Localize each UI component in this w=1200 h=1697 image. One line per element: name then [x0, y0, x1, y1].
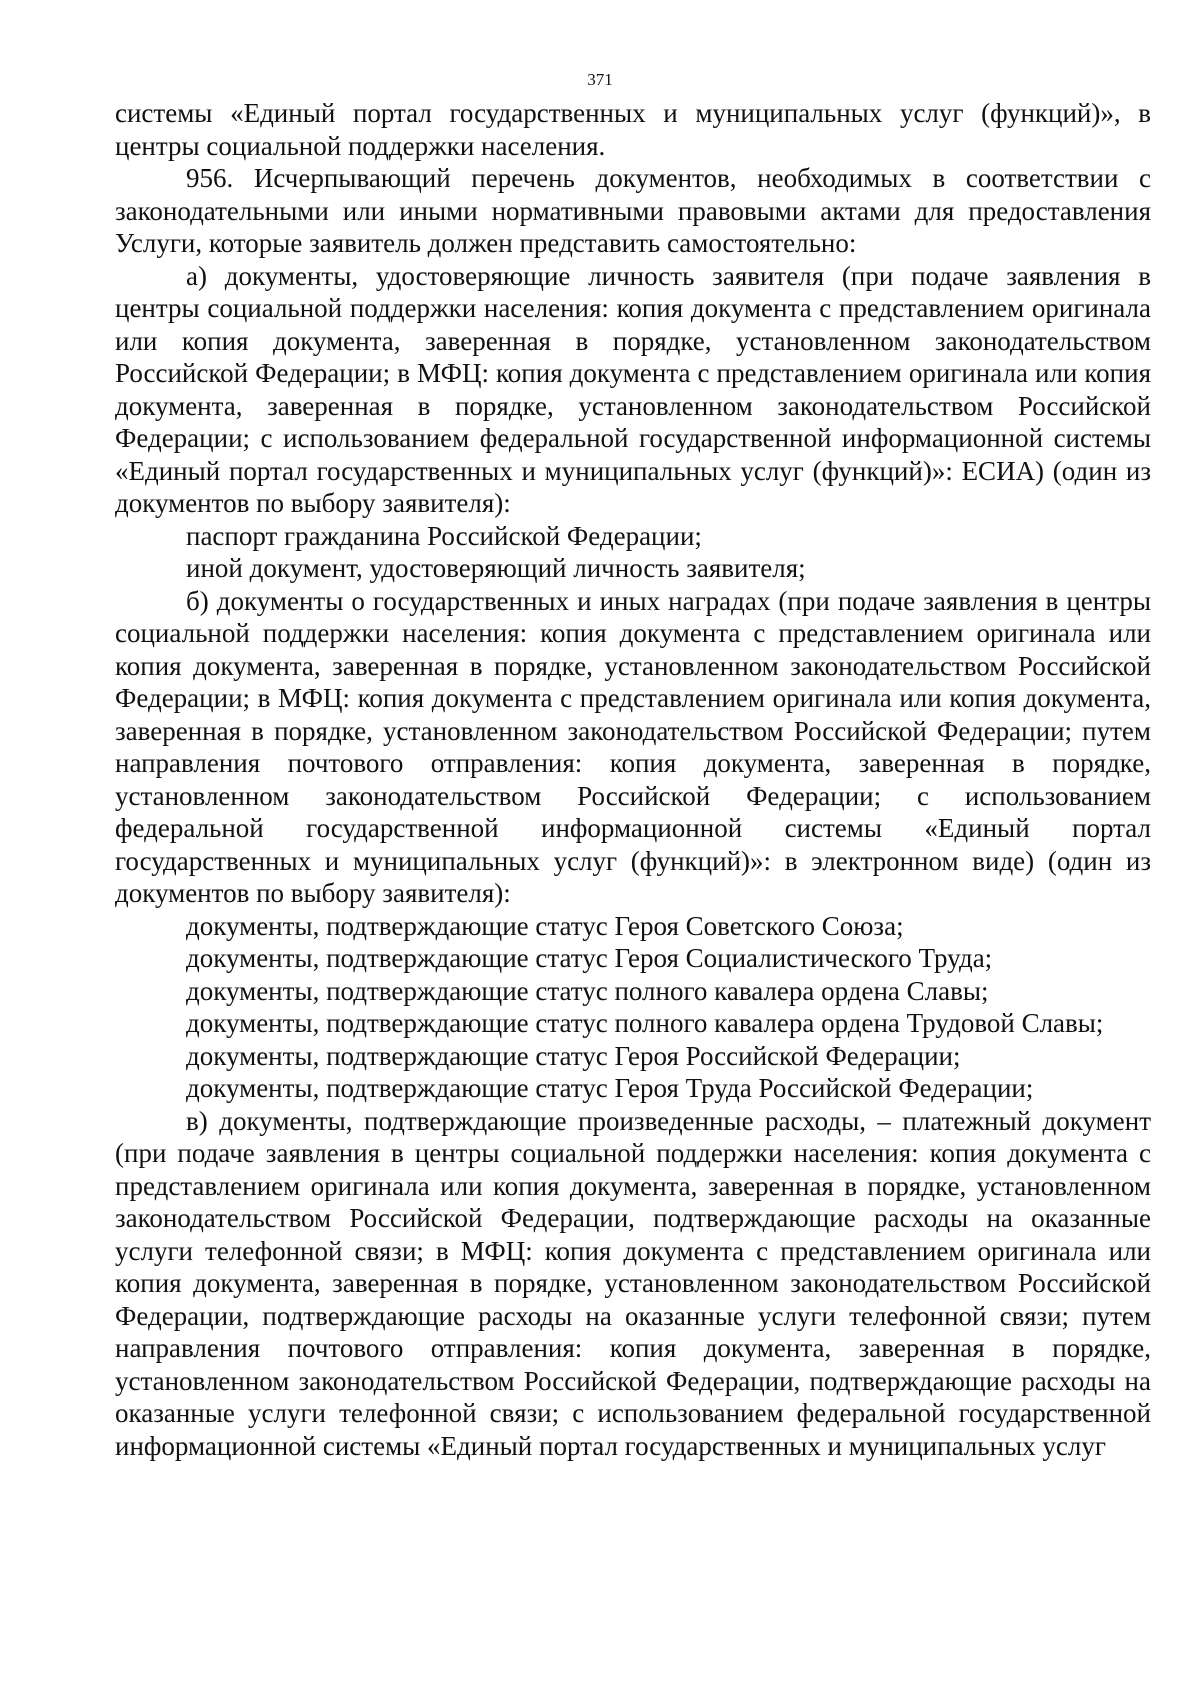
list-item: документы, подтверждающие статус Героя Советского Союза; — [186, 910, 904, 941]
list-item: документы, подтверждающие статус полного кавалера ордена Трудовой Славы; — [186, 1008, 1104, 1038]
paragraph-956: 956. Исчерпывающий перечень документов, необходимых в соответствии с законодательными или иными нормативными правовыми актами для предоставления Услуги, которые заявитель должен представить самостоятельно: — [115, 163, 1151, 258]
list-item: документы, подтверждающие статус Героя Труда Российской Федерации; — [186, 1073, 1034, 1103]
paragraph-item-a: а) документы, удостоверяющие личность заявителя (при подаче заявления в центры социальной поддержки населения: копия документа с представлением оригинала или копия документа, заверенная в порядке, установленном законодательством Российской Федерации; в МФЦ: копия документа с представлением оригинала или копия документа, заверенная в порядке, установленном законодательством Российской Федерации; с использованием федеральной государственной информационной системы «Единый портал государственных и муниципальных услуг (функций)»: ЕСИА) (один из документов по выбору заявителя): — [115, 260, 1151, 518]
paragraph: системы «Единый портал государственных и муниципальных услуг (функций)», в центры социальной поддержки населения. — [115, 98, 1151, 161]
list-item: паспорт гражданина Российской Федерации; — [186, 520, 702, 551]
list-item: документы, подтверждающие статус Героя Социалистического Труда; — [186, 943, 993, 973]
page-number: 371 — [587, 70, 613, 89]
list-item: документы, подтверждающие статус Героя Российской Федерации; — [186, 1040, 961, 1071]
document-body — [115, 97, 1151, 1462]
list-item: документы, подтверждающие статус полного кавалера ордена Славы; — [186, 975, 989, 1006]
paragraph-item-b: б) документы о государственных и иных наградах (при подаче заявления в центры социальной поддержки населения: копия документа с представлением оригинала или копия документа, заверенная в порядке, установленном законодательством Российской Федерации; в МФЦ: копия документа с представлением оригинала или копия документа, заверенная в порядке, установленном законодательством Российской Федерации; путем направления почтового отправления: копия документа, заверенная в порядке, установленном законодательством Российской Федерации; с использованием федеральной государственной информационной системы «Единый портал государственных и муниципальных услуг (функций)»: в электронном виде) (один из документов по выбору заявителя): — [115, 585, 1151, 908]
list-item: иной документ, удостоверяющий личность заявителя; — [186, 553, 806, 583]
paragraph-item-v: в) документы, подтверждающие произведенные расходы, – платежный документ (при подаче заявления в центры социальной поддержки населения: копия документа с представлением оригинала или копия документа, заверенная в порядке, установленном законодательством Российской Федерации, подтверждающие расходы на оказанные услуги телефонной связи; в МФЦ: копия документа с представлением оригинала или копия документа, заверенная в порядке, установленном законодательством Российской Федерации, подтверждающие расходы на оказанные услуги телефонной связи; путем направления почтового отправления: копия документа, заверенная в порядке, установленном законодательством Российской Федерации, подтверждающие расходы на оказанные услуги телефонной связи; с использованием федеральной государственной информационной системы «Единый портал государственных и муниципальных услуг — [115, 1105, 1151, 1461]
